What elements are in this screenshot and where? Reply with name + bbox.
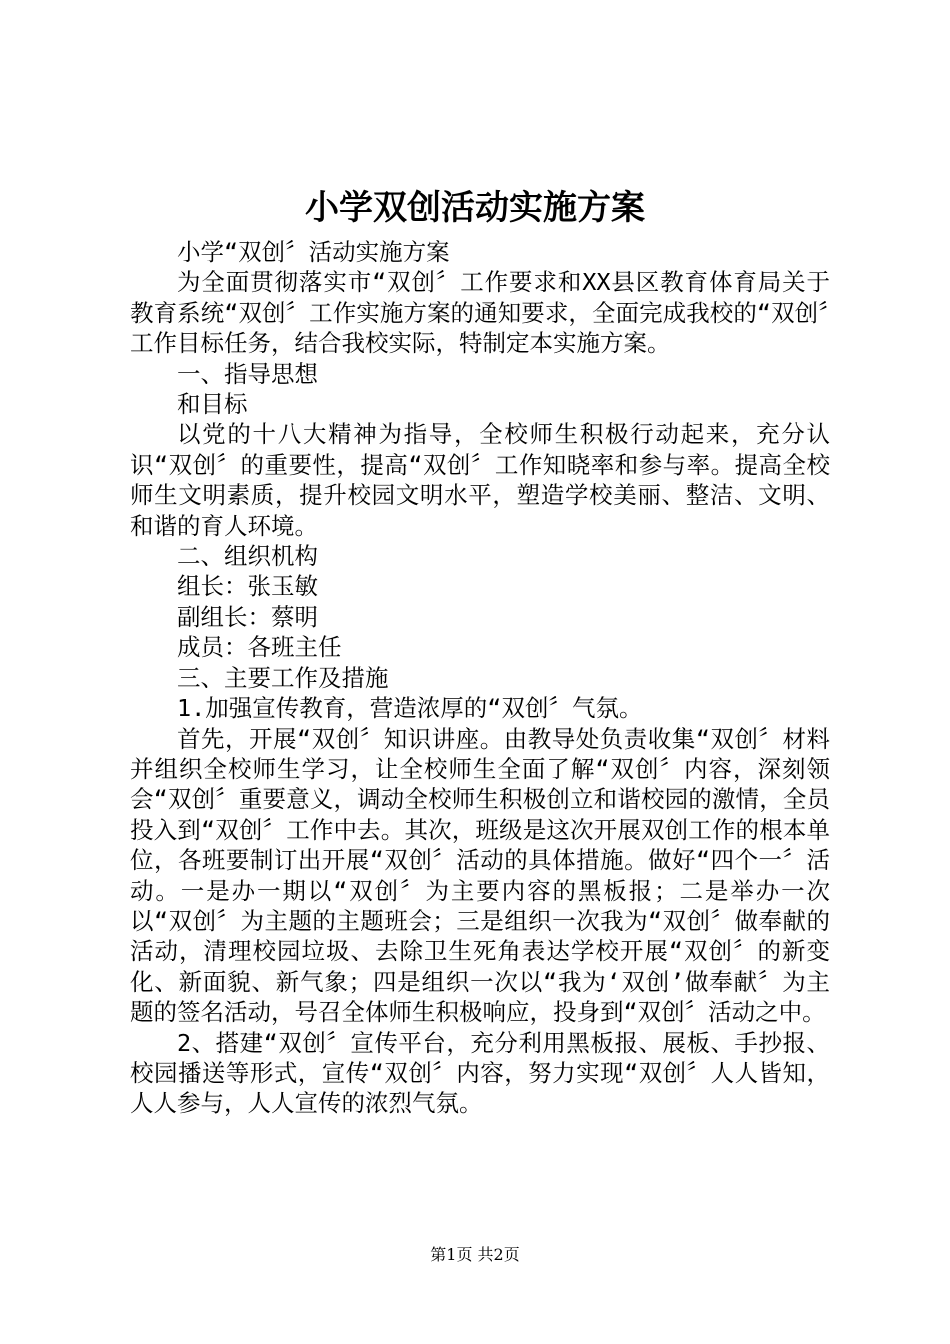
paragraph-subtitle: 小学“双创〞活动实施方案 [177, 238, 450, 266]
paragraph-members: 成员：各班主任 [177, 633, 342, 662]
paragraph-guiding-idea: 以党的十八大精神为指导，全校师生积极行动起来，充分认识“双创〞的重要性，提高“双创〞工作知晓率和参与率。提高全校师生文明素质，提升校园文明水平，塑造学校美丽、整洁、文明、和谐的育人环境。 [130, 420, 830, 540]
subsection-heading-1: 1.加强宣传教育，营造浓厚的“双创〞气氛。 [177, 694, 643, 723]
paragraph-intro: 为全面贯彻落实市“双创〞工作要求和XX县区教育体育局关于教育系统“双创〞工作实施方案的通知要求，全面完成我校的“双创〞工作目标任务，结合我校实际，特制定本实施方案。 [130, 268, 830, 358]
section-heading-1: 一、指导思想 [177, 359, 318, 388]
paragraph-leader: 组长：张玉敏 [177, 572, 318, 601]
paragraph-measures-1: 首先，开展“双创〞知识讲座。由教导处负责收集“双创〞材料并组织全校师生学习，让全校师生全面了解“双创〞内容，深刻领会“双创〞重要意义，调动全校师生积极创立和谐校园的激情，全员投入到“双创〞工作中去。其次，班级是这次开展双创工作的根本单位，各班要制订出开展“双创〞活动的具体措施。做好“四个一〞活动。一是办一期以“双创〞为主要内容的黑板报；二是举办一次以“双创〞为主题的主题班会；三是组织一次我为“双创〞做奉献的活动，清理校园垃圾、去除卫生死角表达学校开展“双创〞的新变化、新面貌、新气象；四是组织一次以“我为‘双创’做奉献〞为主题的签名活动，号召全体师生积极响应，投身到“双创〞活动之中。 [130, 724, 830, 1027]
paragraph-measures-2: 2、搭建“双创〞宣传平台，充分利用黑板报、展板、手抄报、校园播送等形式，宣传“双创〞内容，努力实现“双创〞人人皆知，人人参与，人人宣传的浓烈气氛。 [130, 1028, 830, 1118]
document-body [130, 237, 830, 1119]
document-title: 小学双创活动实施方案 [305, 188, 645, 228]
section-heading-3: 三、主要工作及措施 [177, 663, 389, 692]
page-footer: 第1页 共2页 [430, 1245, 520, 1264]
paragraph-deputy-leader: 副组长：蔡明 [177, 602, 318, 631]
section-heading-1-cont: 和目标 [177, 390, 248, 419]
section-heading-2: 二、组织机构 [177, 542, 318, 571]
